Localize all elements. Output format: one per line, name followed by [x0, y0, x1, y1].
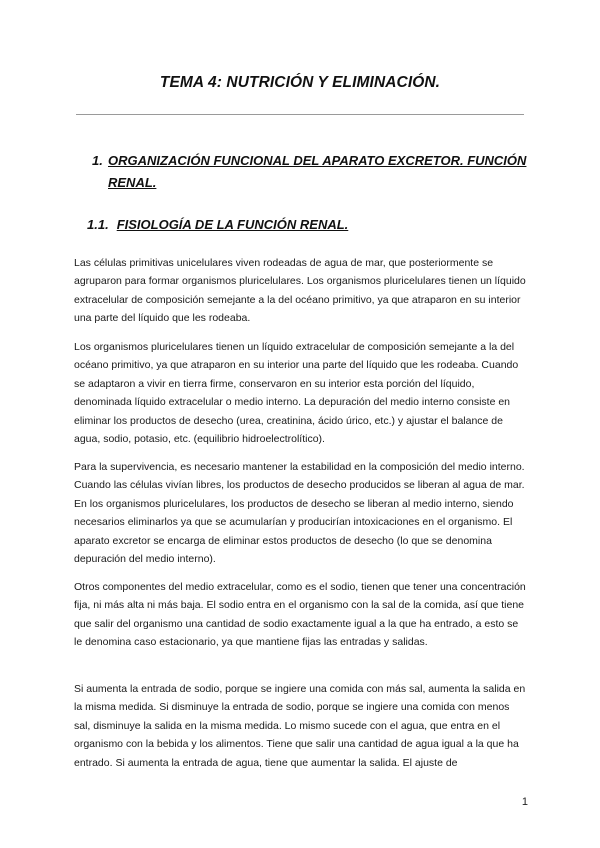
paragraph-3: Para la supervivencia, es necesario mantener la estabilidad en la composición del medio interno. Cuando las células vivían libres, los productos de desecho producidos se liberan al agua de mar. En los organismos pluricelulares, los productos de desecho se liberan al medio interno, siendo necesarios eliminarlos ya que se acumularían y producirían intoxicaciones en el organismo. El aparato excretor se encarga de eliminar estos productos de desecho (lo que se denomina depuración del medio interno).	[74, 461, 525, 566]
subsection-heading	[87, 215, 348, 235]
page-number: 1	[521, 796, 528, 808]
section-number: 1.	[92, 153, 103, 168]
paragraph-1: Las células primitivas unicelulares viven rodeadas de agua de mar, que posteriormente se agruparon para formar organismos pluricelulares. Los organismos pluricelulares tienen un líquido extracelular de composición semejante a la del océano primitivo, ya que atraparon en su interior una parte del líquido que les rodeaba.	[74, 257, 526, 325]
subsection-number: 1.1.	[87, 217, 109, 232]
paragraph-2: Los organismos pluricelulares tienen un líquido extracelular de composición semejante a la del océano primitivo, ya que atraparon en su interior una parte del líquido que les rodeaba. Cuando se adaptaron a vivir en tierra firme, conservaron en su interior esta porción del líquido, denominada líquido extracelular o medio interno. La depuración del medio interno consiste en eliminar los productos de desecho (urea, creatinina, ácido úrico, etc.) y ajustar el balance de agua, sodio, potasio, etc. (equilibrio hidroelectrolítico).	[74, 341, 519, 446]
section-heading	[92, 150, 532, 194]
document-title: TEMA 4: NUTRICIÓN Y ELIMINACIÓN.	[159, 74, 441, 91]
title-divider	[76, 114, 524, 115]
paragraph-4: Otros componentes del medio extracelular, como es el sodio, tienen que tener una concentración fija, ni más alta ni más baja. El sodio entra en el organismo con la sal de la comida, así que tiene que salir del organismo una cantidad de sodio exactamente igual a la que ha entrado, a esto se le denomina caso estacionario, ya que mantiene fijas las entradas y salidas.	[74, 581, 526, 649]
subsection-title: FISIOLOGÍA DE LA FUNCIÓN RENAL.	[116, 217, 349, 232]
section-title: ORGANIZACIÓN FUNCIONAL DEL APARATO EXCRETOR. FUNCIÓN RENAL.	[108, 153, 527, 190]
paragraph-5: Si aumenta la entrada de sodio, porque se ingiere una comida con más sal, aumenta la salida en la misma medida. Si disminuye la entrada de sodio, porque se ingiere una comida con menos sal, disminuye la salida en la misma medida. Lo mismo sucede con el agua, que entra en el organismo con la bebida y los alimentos. Tiene que salir una cantidad de agua igual a la que ha entrado. Si aumenta la entrada de agua, tiene que aumentar la salida. El ajuste de	[74, 683, 526, 769]
